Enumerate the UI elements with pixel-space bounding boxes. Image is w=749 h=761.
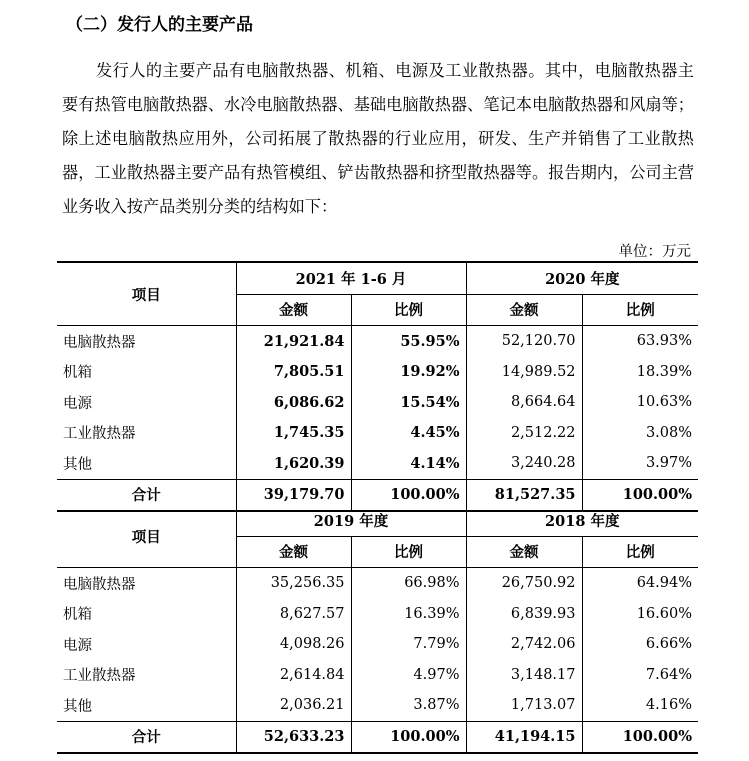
amount-header: 金额 <box>466 294 582 326</box>
amount-cell: 26,750.92 <box>466 568 582 599</box>
amount-cell: 2,742.06 <box>466 629 582 660</box>
ratio-header: 比例 <box>582 536 698 568</box>
table-row <box>57 660 698 691</box>
amount-cell: 6,839.93 <box>466 599 582 630</box>
product-name: 其他 <box>57 690 236 721</box>
ratio-header: 比例 <box>351 294 466 326</box>
unit-label: 单位：万元 <box>618 244 691 260</box>
product-name: 其他 <box>57 448 236 479</box>
total-label: 合计 <box>57 479 236 511</box>
product-name: 电源 <box>57 629 236 660</box>
ratio-cell: 16.60% <box>582 599 698 630</box>
amount-cell: 35,256.35 <box>236 568 351 599</box>
amount-header: 金额 <box>236 294 351 326</box>
table-row <box>57 357 698 388</box>
ratio-cell: 55.95% <box>351 326 466 357</box>
intro-paragraph: 发行人的主要产品有电脑散热器、机箱、电源及工业散热器。其中，电脑散热器主要有热管电脑散热器、水冷电脑散热器、基础电脑散热器、笔记本电脑散热器和风扇等；除上述电脑散热应用外，公司拓展了散热器的行业应用，研发、生产并销售了工业散热器，工业散热器主要产品有热管模组、铲齿散热器和挤型散热器等。报告期内，公司主营业务收入按产品类别分类的结构如下： <box>62 61 694 216</box>
ratio-cell: 3.87% <box>351 690 466 721</box>
total-amount: 41,194.15 <box>466 721 582 753</box>
total-ratio: 100.00% <box>351 721 466 753</box>
revenue-table-2021-2020 <box>57 261 698 512</box>
total-label: 合计 <box>57 721 236 753</box>
amount-cell: 52,120.70 <box>466 326 582 357</box>
product-name: 电脑散热器 <box>57 326 236 357</box>
ratio-cell: 16.39% <box>351 599 466 630</box>
total-amount: 81,527.35 <box>466 479 582 511</box>
ratio-cell: 66.98% <box>351 568 466 599</box>
total-amount: 52,633.23 <box>236 721 351 753</box>
ratio-cell: 7.64% <box>582 660 698 691</box>
product-name: 电源 <box>57 387 236 418</box>
total-row <box>57 721 698 753</box>
table-row <box>57 629 698 660</box>
ratio-cell: 4.45% <box>351 418 466 449</box>
table-row <box>57 568 698 599</box>
period-header: 2020 年度 <box>466 262 698 294</box>
amount-cell: 8,664.64 <box>466 387 582 418</box>
ratio-cell: 10.63% <box>582 387 698 418</box>
amount-cell: 2,036.21 <box>236 690 351 721</box>
total-ratio: 100.00% <box>582 479 698 511</box>
ratio-cell: 3.08% <box>582 418 698 449</box>
total-amount: 39,179.70 <box>236 479 351 511</box>
ratio-cell: 7.79% <box>351 629 466 660</box>
section-heading: （二）发行人的主要产品 <box>66 15 253 35</box>
ratio-header: 比例 <box>351 536 466 568</box>
table-row <box>57 326 698 357</box>
ratio-cell: 18.39% <box>582 357 698 388</box>
amount-cell: 3,240.28 <box>466 448 582 479</box>
item-header: 项目 <box>57 505 236 568</box>
table-row <box>57 690 698 721</box>
ratio-cell: 6.66% <box>582 629 698 660</box>
table-row <box>57 418 698 449</box>
amount-cell: 4,098.26 <box>236 629 351 660</box>
item-header: 项目 <box>57 262 236 326</box>
amount-cell: 1,745.35 <box>236 418 351 449</box>
ratio-cell: 19.92% <box>351 357 466 388</box>
period-header: 2018 年度 <box>466 505 698 536</box>
product-name: 工业散热器 <box>57 660 236 691</box>
amount-cell: 6,086.62 <box>236 387 351 418</box>
product-name: 电脑散热器 <box>57 568 236 599</box>
period-header: 2019 年度 <box>236 505 466 536</box>
ratio-cell: 15.54% <box>351 387 466 418</box>
ratio-cell: 64.94% <box>582 568 698 599</box>
product-name: 机箱 <box>57 599 236 630</box>
table-row <box>57 599 698 630</box>
amount-header: 金额 <box>236 536 351 568</box>
ratio-cell: 4.16% <box>582 690 698 721</box>
amount-cell: 1,620.39 <box>236 448 351 479</box>
amount-cell: 21,921.84 <box>236 326 351 357</box>
amount-cell: 1,713.07 <box>466 690 582 721</box>
product-name: 工业散热器 <box>57 418 236 449</box>
ratio-header: 比例 <box>582 294 698 326</box>
table-row <box>57 448 698 479</box>
amount-cell: 3,148.17 <box>466 660 582 691</box>
total-ratio: 100.00% <box>582 721 698 753</box>
amount-cell: 14,989.52 <box>466 357 582 388</box>
ratio-cell: 4.97% <box>351 660 466 691</box>
revenue-table-2019-2018 <box>57 505 698 754</box>
product-name: 机箱 <box>57 357 236 388</box>
ratio-cell: 63.93% <box>582 326 698 357</box>
period-header: 2021 年 1-6 月 <box>236 262 466 294</box>
amount-cell: 2,512.22 <box>466 418 582 449</box>
amount-cell: 2,614.84 <box>236 660 351 691</box>
ratio-cell: 4.14% <box>351 448 466 479</box>
table-header-row <box>57 505 698 536</box>
amount-header: 金额 <box>466 536 582 568</box>
total-ratio: 100.00% <box>351 479 466 511</box>
table-row <box>57 387 698 418</box>
ratio-cell: 3.97% <box>582 448 698 479</box>
amount-cell: 8,627.57 <box>236 599 351 630</box>
table-header-row <box>57 262 698 294</box>
amount-cell: 7,805.51 <box>236 357 351 388</box>
